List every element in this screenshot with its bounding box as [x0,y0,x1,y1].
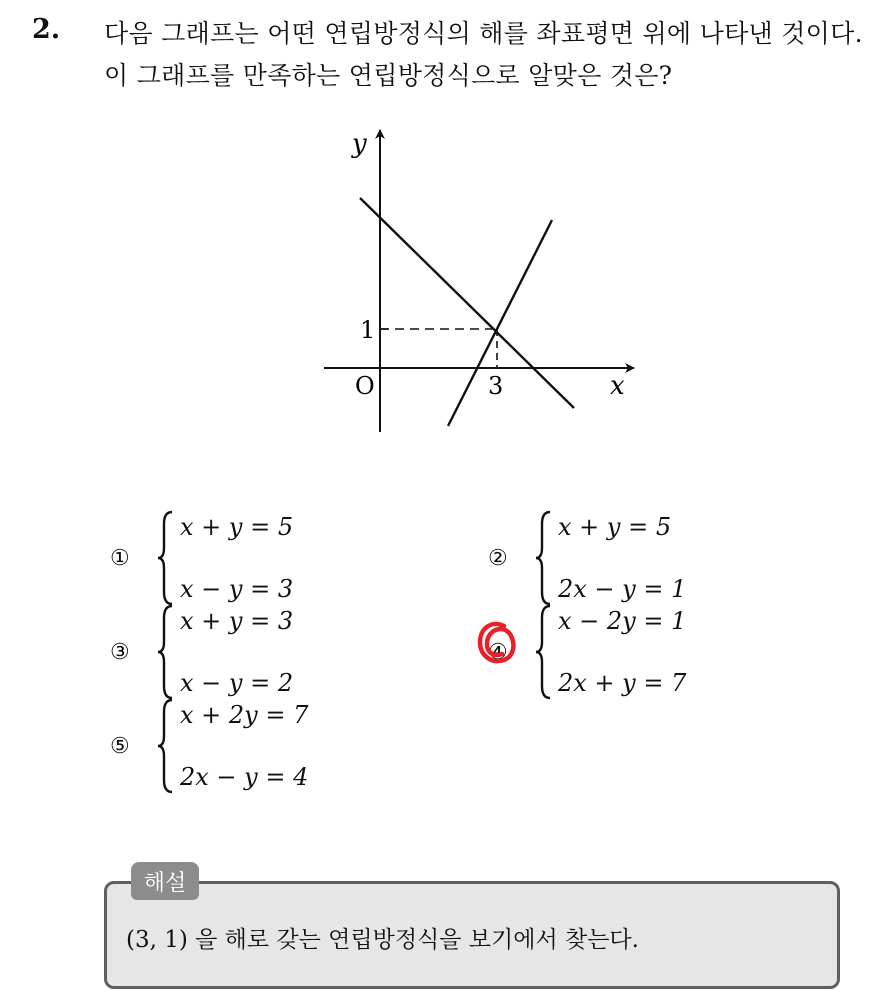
equation-1: x + 2y = 7 [180,701,309,729]
answer-circle-mark-icon [474,618,518,668]
y-axis-label: y [352,129,367,159]
coordinate-graph [300,110,660,450]
choice-number: ⑤ [110,733,130,759]
origin-label: O [355,372,375,400]
choice-5[interactable] [110,698,308,794]
choice-2[interactable] [488,510,686,606]
choice-number: ③ [110,639,130,665]
equation-1: x + y = 5 [558,513,672,541]
x-tick-label: 3 [488,372,504,400]
brace-icon [156,604,174,700]
question-line-2: 이 그래프를 만족하는 연립방정식으로 알맞은 것은? [104,61,673,90]
choice-number: ① [110,545,130,571]
equation-2: 2x + y = 7 [558,669,687,697]
question-number: 2. [32,14,61,45]
choice-3[interactable] [110,604,293,700]
brace-icon [534,510,552,606]
equation-2: x − y = 2 [180,669,294,697]
y-tick-label: 1 [360,316,376,344]
choice-number: ④ [488,639,508,665]
brace-icon [534,604,552,700]
equation-2: 2x − y = 1 [558,575,687,603]
brace-icon [156,510,174,606]
x-axis-label: x [610,371,625,401]
brace-icon [156,698,174,794]
equation-1: x + y = 5 [180,513,294,541]
equation-2: 2x − y = 4 [180,763,309,791]
question-line-1: 다음 그래프는 어떤 연립방정식의 해를 좌표평면 위에 나타낸 것이다. [104,19,863,48]
equation-2: x − y = 3 [180,575,294,603]
equation-1: x − 2y = 1 [558,607,687,635]
line-decreasing [360,198,574,408]
choice-1[interactable] [110,510,293,606]
choice-number: ② [488,545,508,571]
explanation-text: (3, 1) 을 해로 갖는 연립방정식을 보기에서 찾는다. [126,927,639,953]
equation-1: x + y = 3 [180,607,294,635]
explanation-tab: 해설 [131,862,199,900]
